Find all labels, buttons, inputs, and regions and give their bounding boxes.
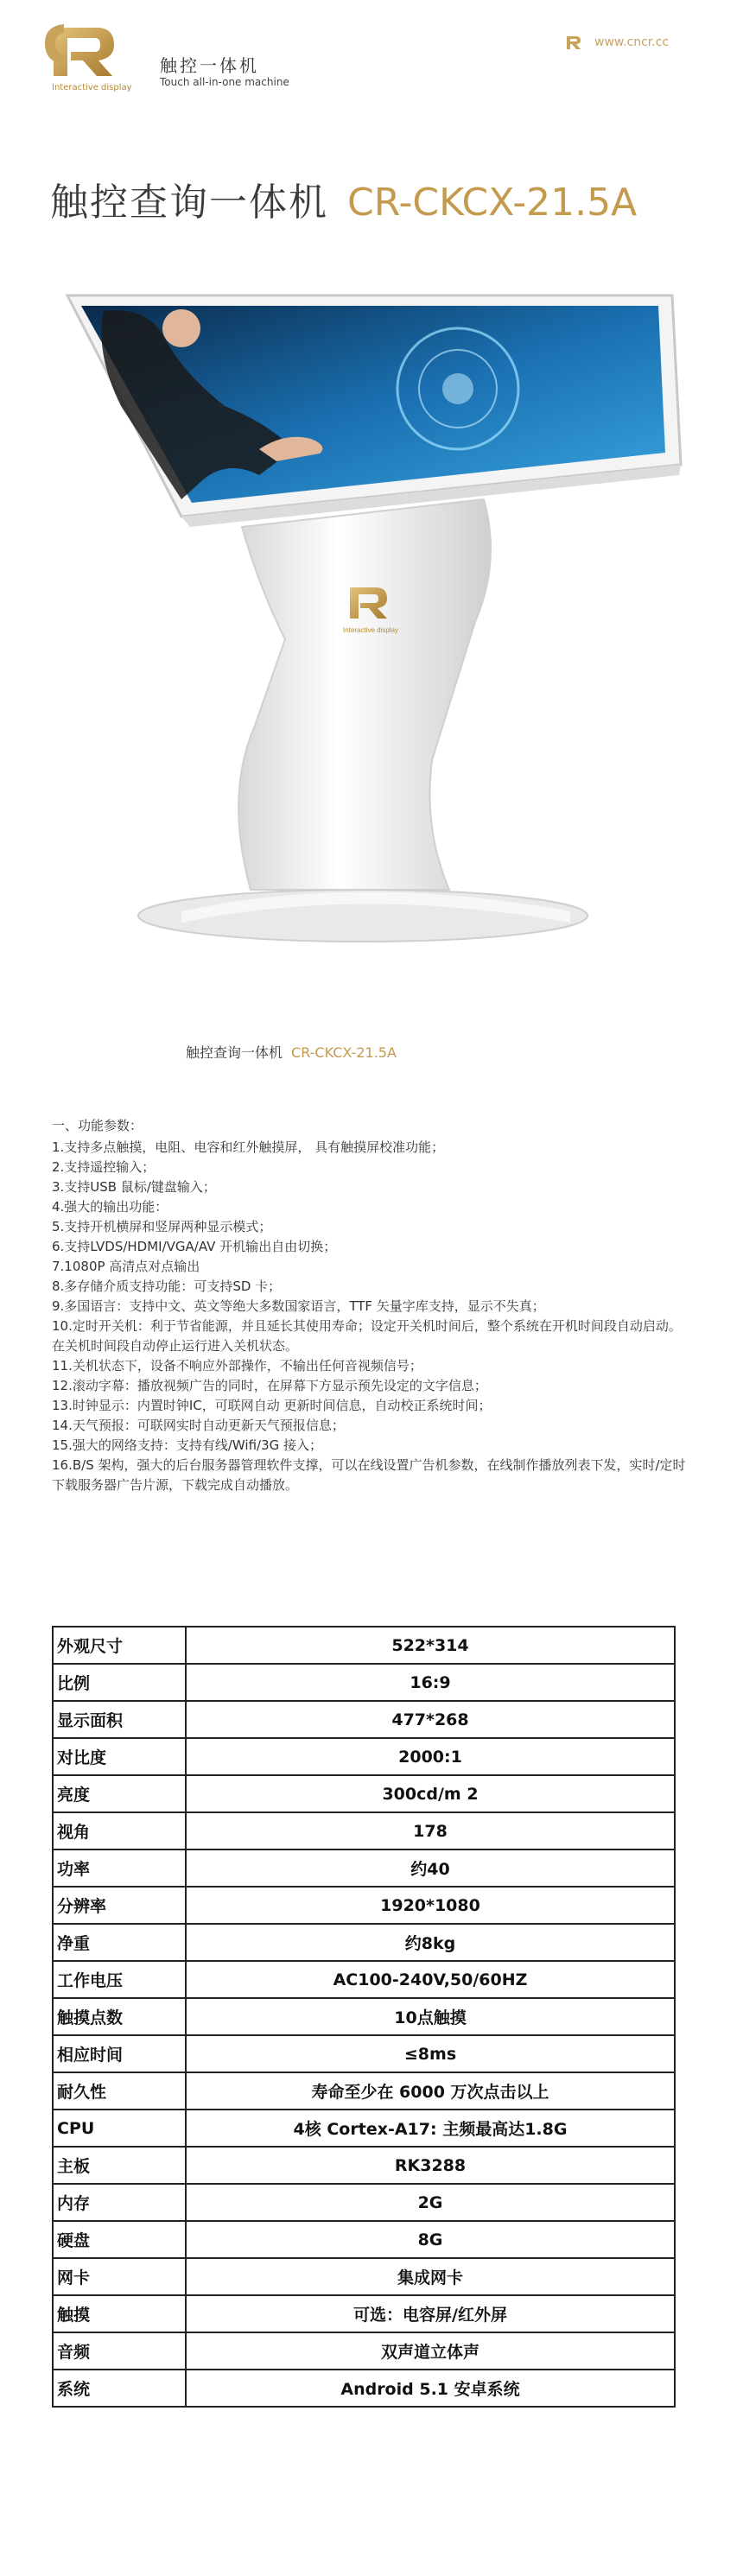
kiosk-image [52,276,708,968]
spec-key: 主板 [53,2147,186,2184]
kiosk-illustration [52,276,708,968]
spec-key: 网卡 [53,2258,186,2295]
spec-key: 显示面积 [53,1701,186,1738]
spec-key: 比例 [53,1664,186,1701]
feature-item: 16.B/S 架构，强大的后台服务器管理软件支撑，可以在线设置广告机参数，在线制作播放列表下发，实时/定时下载服务器广告片源，下载完成自动播放。 [52,1457,686,1493]
caption-model: CR-CKCX-21.5A [291,1044,397,1061]
table-row [53,2295,675,2332]
spec-value: 2000:1 [186,1738,675,1775]
spec-value: AC100-240V,50/60HZ [186,1961,675,1998]
table-row [53,2035,675,2072]
brand-logo [45,19,132,97]
spec-value: 522*314 [186,1627,675,1664]
feature-heading: 一、功能参数： [52,1118,143,1133]
spec-key: 工作电压 [53,1961,186,1998]
spec-key: 触摸点数 [53,1998,186,2035]
table-row [53,1812,675,1850]
cr-small-logo-icon [563,35,582,50]
title-model: CR-CKCX-21.5A [347,181,638,225]
spec-key: 系统 [53,2370,186,2407]
table-row [53,1664,675,1701]
spec-value: 可选：电容屏/红外屏 [186,2295,675,2332]
spec-key: 外观尺寸 [53,1627,186,1664]
feature-item: 14.天气预报：可联网实时自动更新天气预报信息； [52,1418,345,1433]
table-row [53,1701,675,1738]
table-row [53,2184,675,2221]
caption-cn: 触控查询一体机 [186,1044,283,1061]
feature-list [52,1116,691,1495]
table-row [53,2072,675,2110]
cr-logo-icon [45,19,123,79]
table-row [53,1924,675,1961]
spec-value: 约40 [186,1850,675,1887]
spec-key: 内存 [53,2184,186,2221]
feature-item: 8.多存储介质支持功能：可支持SD 卡； [52,1278,282,1294]
spec-value: 8G [186,2221,675,2258]
table-row [53,1775,675,1812]
spec-key: 对比度 [53,1738,186,1775]
table-row [53,2370,675,2407]
spec-value: 477*268 [186,1701,675,1738]
spec-value: 16:9 [186,1664,675,1701]
feature-item: 1.支持多点触摸，电阻、电容和红外触摸屏， 具有触摸屏校准功能； [52,1139,445,1155]
spec-key: 分辨率 [53,1887,186,1924]
spec-key: 耐久性 [53,2072,186,2110]
spec-value: ≤8ms [186,2035,675,2072]
feature-item: 15.强大的网络支持：支持有线/Wifi/3G 接入； [52,1437,323,1453]
page-title [50,171,637,226]
spec-key: 亮度 [53,1775,186,1812]
feature-item: 11.关机状态下，设备不响应外部操作，不输出任何音视频信号； [52,1358,422,1374]
spec-key: 视角 [53,1812,186,1850]
spec-value: 1920*1080 [186,1887,675,1924]
table-row [53,1850,675,1887]
table-row [53,1998,675,2035]
title-cn: 触控查询一体机 [50,181,328,225]
feature-item: 13.时钟显示：内置时钟IC，可联网自动 更新时间信息，自动校正系统时间； [52,1398,492,1413]
feature-item: 6.支持LVDS/HDMI/VGA/AV 开机输出自由切换； [52,1239,337,1254]
website-link[interactable]: www.cncr.cc [594,35,670,49]
brand-name-en: Touch all-in-one machine [160,76,289,88]
spec-key: 净重 [53,1924,186,1961]
spec-value: 寿命至少在 6000 万次点击以上 [186,2072,675,2110]
spec-value: Android 5.1 安卓系统 [186,2370,675,2407]
website[interactable] [563,35,669,50]
spec-value: RK3288 [186,2147,675,2184]
spec-value: 4核 Cortex-A17: 主频最高达1.8G [186,2110,675,2147]
feature-item: 10.定时开关机：利于节省能源，并且延长其使用寿命；设定开关机时间后，整个系统在开机时间段自动启动。在关机时间段自动停止运行进入关机状态。 [52,1318,682,1354]
feature-item: 4.强大的输出功能： [52,1199,168,1215]
table-row [53,2221,675,2258]
image-caption [186,1042,397,1062]
spec-key: 功率 [53,1850,186,1887]
feature-item: 9.多国语言：支持中文、英文等绝大多数国家语言，TTF 矢量字库支持，显示不失真； [52,1298,545,1314]
table-row [53,1627,675,1664]
spec-key: 音频 [53,2332,186,2370]
table-row [53,2258,675,2295]
table-row [53,2332,675,2370]
page-header [0,0,743,95]
spec-key: 硬盘 [53,2221,186,2258]
brand-name-cn: 触控一体机 [160,55,259,76]
spec-value: 300cd/m 2 [186,1775,675,1812]
table-row [53,2110,675,2147]
feature-item: 7.1080P 高清点对点输出 [52,1259,200,1274]
table-row [53,1738,675,1775]
spec-value: 10点触摸 [186,1998,675,2035]
feature-item: 5.支持开机横屏和竖屏两种显示模式； [52,1219,272,1234]
logo-caption: Interactive display [52,83,132,92]
feature-item: 3.支持USB 鼠标/键盘输入； [52,1179,216,1195]
feature-item: 12.滚动字幕：播放视频广告的同时，在屏幕下方显示预先设定的文字信息； [52,1378,487,1393]
spec-value: 2G [186,2184,675,2221]
spec-key: 相应时间 [53,2035,186,2072]
table-row [53,2147,675,2184]
spec-key: CPU [53,2110,186,2147]
spec-value: 178 [186,1812,675,1850]
stand-logo-text: Interactive display [343,626,399,634]
spec-value: 集成网卡 [186,2258,675,2295]
spec-value: 约8kg [186,1924,675,1961]
spec-key: 触摸 [53,2295,186,2332]
table-row [53,1887,675,1924]
spec-value: 双声道立体声 [186,2332,675,2370]
spec-table [52,1626,676,2408]
feature-item: 2.支持遥控输入； [52,1159,156,1175]
table-row [53,1961,675,1998]
